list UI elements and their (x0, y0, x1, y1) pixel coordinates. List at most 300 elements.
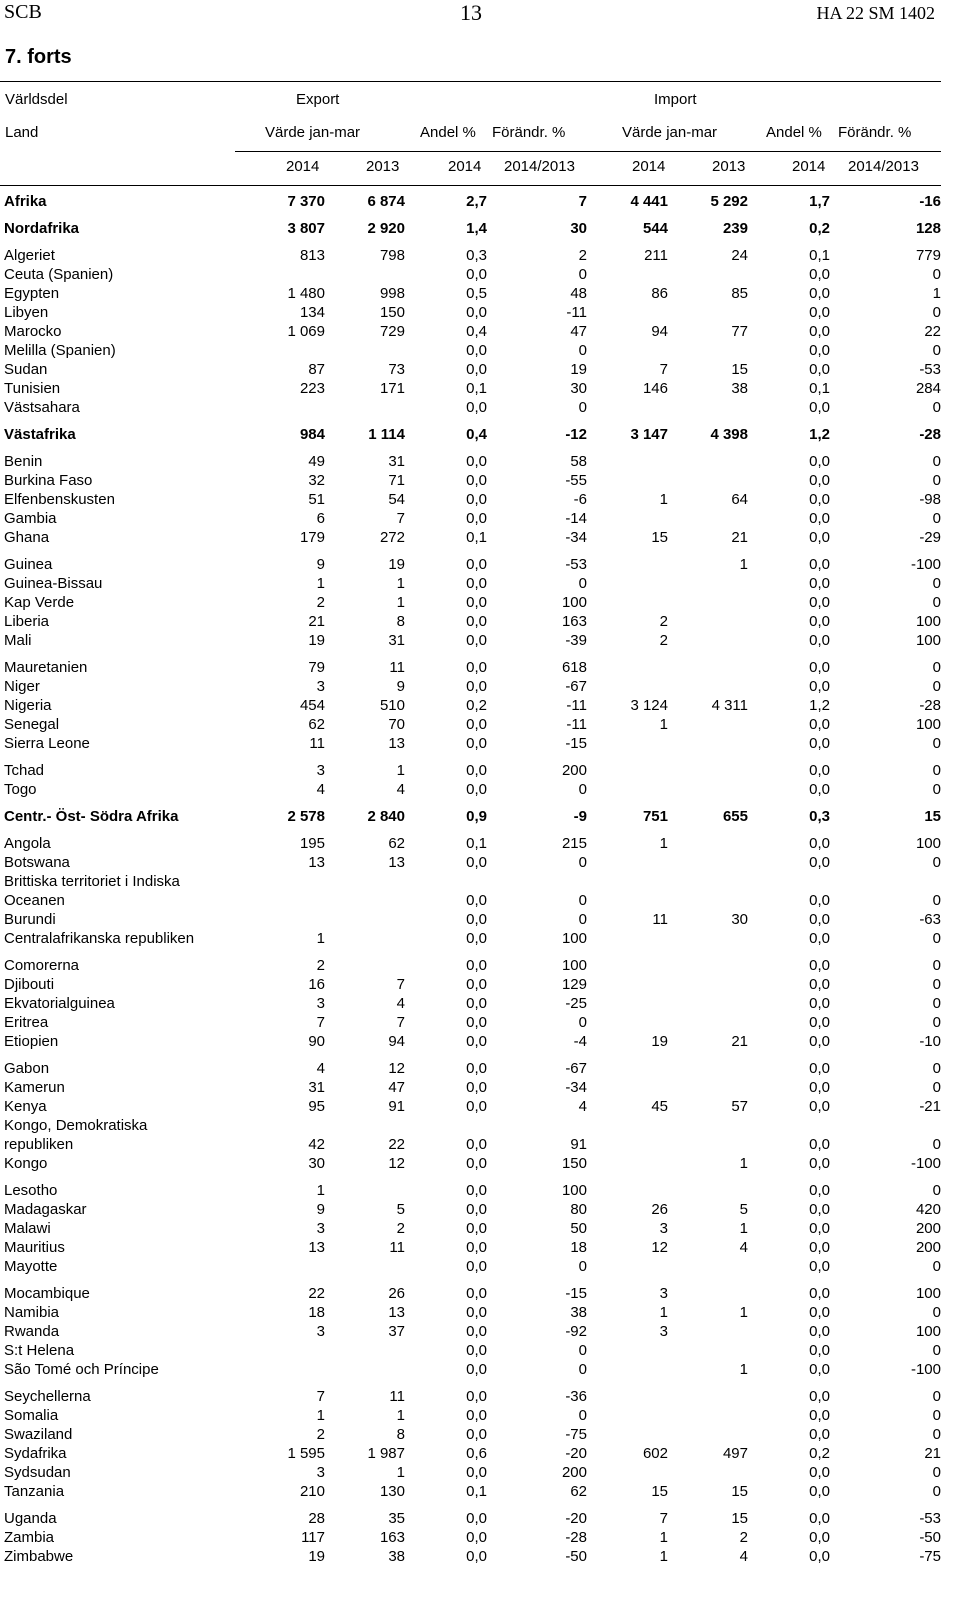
export-change: -67 (565, 678, 587, 695)
export-change (487, 1116, 587, 1135)
table-row (0, 284, 941, 303)
import-value-2014 (587, 471, 668, 490)
export-value-2013: 510 (379, 697, 405, 714)
export-value-2014 (245, 1360, 325, 1379)
import-change: 0 (932, 1464, 941, 1481)
import-value-2014 (587, 1257, 668, 1276)
export-value-2013: 94 (388, 1033, 405, 1050)
export-value-2014: 79 (308, 659, 325, 676)
import-value-2013: 24 (731, 247, 748, 264)
import-value-2013: 1 (739, 1155, 748, 1172)
country-name: Gambia (4, 510, 57, 527)
table-row (0, 1032, 941, 1051)
export-change: 100 (561, 594, 587, 611)
import-change: 0 (932, 995, 941, 1012)
export-value-2013: 8 (396, 613, 405, 630)
country-name: S:t Helena (4, 1342, 75, 1359)
colhead-varde-export: Värde jan-mar (265, 124, 361, 141)
import-value-2013: 1 (739, 556, 748, 573)
table-row (0, 826, 941, 853)
import-value-2013 (668, 1013, 748, 1032)
export-share-2014: 0,0 (466, 1182, 487, 1199)
country-name: Kap Verde (4, 594, 75, 611)
import-value-2013 (668, 753, 748, 780)
export-share-2014: 0,0 (466, 1136, 487, 1153)
import-value-2014: 146 (642, 380, 668, 397)
table-row (0, 853, 941, 872)
import-share-2014: 1,2 (809, 426, 830, 443)
export-share-2014: 0,4 (466, 426, 487, 443)
country-name: Kenya (4, 1098, 47, 1115)
import-value-2013: 1 (739, 1220, 748, 1237)
country-name: Zambia (4, 1529, 55, 1546)
import-value-2013 (668, 509, 748, 528)
import-share-2014: 0,0 (809, 930, 830, 947)
export-change: -92 (565, 1323, 587, 1340)
export-change: 0 (578, 1258, 587, 1275)
export-value-2014: 62 (308, 716, 325, 733)
export-value-2013: 91 (388, 1098, 405, 1115)
import-change: 0 (932, 976, 941, 993)
import-share-2014: 0,0 (809, 1548, 830, 1565)
country-name: Swaziland (4, 1426, 73, 1443)
export-value-2013: 4 (396, 995, 405, 1012)
table-row (0, 1444, 941, 1463)
import-value-2014 (587, 1013, 668, 1032)
import-share-2014: 0,0 (809, 266, 830, 283)
import-share-2014: 0,0 (809, 781, 830, 798)
country-name: Namibia (4, 1304, 60, 1321)
export-share-2014: 0,5 (466, 285, 487, 302)
import-value-2013 (668, 265, 748, 284)
export-value-2013: 171 (379, 380, 405, 397)
export-value-2013: 1 (396, 762, 405, 779)
import-share-2014: 0,0 (809, 1258, 830, 1275)
import-value-2014 (587, 948, 668, 975)
import-value-2014 (587, 547, 668, 574)
export-change: 0 (578, 575, 587, 592)
table-row (0, 1463, 941, 1482)
import-change: 200 (915, 1239, 941, 1256)
export-change: 0 (578, 399, 587, 416)
import-share-2014: 0,0 (809, 1239, 830, 1256)
import-change: -98 (919, 491, 941, 508)
export-value-2014: 3 (316, 995, 325, 1012)
import-value-2013 (668, 341, 748, 360)
export-value-2013: 26 (388, 1285, 405, 1302)
trade-table (0, 192, 941, 1566)
export-share-2014: 0,0 (466, 1201, 487, 1218)
export-value-2014: 3 (316, 1464, 325, 1481)
export-share-2014: 0,0 (466, 1464, 487, 1481)
export-change: -11 (566, 697, 587, 714)
colhead-year-exp-change: 2014/2013 (504, 158, 575, 175)
import-value-2013 (668, 1116, 748, 1135)
export-share-2014: 0,0 (466, 1323, 487, 1340)
export-share-2014: 0,0 (466, 957, 487, 974)
import-change: -28 (919, 697, 941, 714)
import-value-2013: 64 (731, 491, 748, 508)
import-value-2013: 239 (722, 220, 748, 237)
export-change: -20 (565, 1510, 587, 1527)
country-name: Burundi (4, 911, 56, 928)
export-value-2014: 2 (316, 594, 325, 611)
table-row (0, 1501, 941, 1528)
country-name: Guinea (4, 556, 53, 573)
import-value-2014: 7 (659, 1510, 668, 1527)
import-share-2014: 0,0 (809, 472, 830, 489)
import-change: -100 (910, 556, 941, 573)
table-group-row (0, 417, 941, 444)
import-share-2014: 1,2 (809, 697, 830, 714)
import-share-2014: 0,0 (809, 1182, 830, 1199)
colhead-year-exp-2013: 2013 (366, 158, 400, 175)
country-name: Ghana (4, 529, 50, 546)
import-change: 100 (915, 835, 941, 852)
import-value-2013 (668, 612, 748, 631)
import-change: 100 (915, 1285, 941, 1302)
export-value-2013 (325, 872, 405, 891)
import-value-2014 (587, 303, 668, 322)
export-share-2014: 0,0 (466, 892, 487, 909)
export-value-2014: 134 (299, 304, 325, 321)
import-value-2014: 2 (659, 613, 668, 630)
import-value-2013: 4 (739, 1548, 748, 1565)
import-share-2014: 0,0 (809, 529, 830, 546)
import-change: -75 (919, 1548, 941, 1565)
table-row (0, 734, 941, 753)
export-change: -50 (565, 1548, 587, 1565)
export-share-2014: 0,0 (466, 781, 487, 798)
export-value-2013 (325, 891, 405, 910)
import-value-2013 (668, 734, 748, 753)
import-share-2014: 0,0 (809, 342, 830, 359)
colhead-year-imp-2014: 2014 (632, 158, 666, 175)
export-value-2013: 13 (388, 735, 405, 752)
import-share-2014: 0,0 (809, 735, 830, 752)
export-share-2014: 0,0 (466, 1361, 487, 1378)
export-value-2014 (245, 265, 325, 284)
import-change: 0 (932, 304, 941, 321)
import-value-2014 (587, 1425, 668, 1444)
import-change: 0 (932, 1136, 941, 1153)
import-change: -100 (910, 1155, 941, 1172)
export-change: 0 (578, 892, 587, 909)
export-change: 7 (578, 193, 587, 210)
import-value-2013 (668, 1322, 748, 1341)
table-row (0, 1379, 941, 1406)
import-share-2014: 0,0 (809, 361, 830, 378)
export-value-2013: 798 (379, 247, 405, 264)
export-share-2014: 0,0 (466, 716, 487, 733)
export-change: -53 (565, 556, 587, 573)
import-value-2014 (587, 574, 668, 593)
import-value-2013 (668, 1173, 748, 1200)
export-change: -36 (565, 1388, 587, 1405)
colhead-year-exp-2014: 2014 (286, 158, 320, 175)
export-value-2013: 19 (388, 556, 405, 573)
table-row (0, 780, 941, 799)
import-change: 0 (932, 453, 941, 470)
import-change (830, 1116, 941, 1135)
import-value-2014: 94 (651, 323, 668, 340)
table-row (0, 910, 941, 929)
export-value-2013: 998 (379, 285, 405, 302)
export-share-2014: 0,0 (466, 678, 487, 695)
table-row (0, 929, 941, 948)
export-value-2013 (325, 1116, 405, 1135)
import-change: 0 (932, 678, 941, 695)
export-value-2014: 4 (316, 781, 325, 798)
export-share-2014: 0,0 (466, 911, 487, 928)
country-name: Uganda (4, 1510, 57, 1527)
table-group-row (0, 211, 941, 238)
colhead-export: Export (296, 91, 340, 108)
import-value-2013 (668, 948, 748, 975)
import-share-2014: 0,0 (809, 1136, 830, 1153)
import-share-2014: 0,0 (809, 995, 830, 1012)
table-group-row (0, 799, 941, 826)
import-value-2013: 2 (739, 1529, 748, 1546)
export-value-2014: 21 (308, 613, 325, 630)
export-share-2014: 0,0 (466, 304, 487, 321)
import-value-2013 (668, 593, 748, 612)
export-value-2014: 1 (316, 575, 325, 592)
export-change: -55 (565, 472, 587, 489)
country-name: Västsahara (4, 399, 80, 416)
import-value-2013 (668, 872, 748, 891)
import-change: 284 (915, 380, 941, 397)
import-value-2013 (668, 631, 748, 650)
country-name: Eritrea (4, 1014, 49, 1031)
table-row (0, 631, 941, 650)
import-value-2013 (668, 975, 748, 994)
table-row (0, 1406, 941, 1425)
export-value-2013: 11 (389, 1239, 405, 1256)
export-value-2014: 19 (308, 632, 325, 649)
import-share-2014: 0,0 (809, 678, 830, 695)
export-value-2014: 1 069 (287, 323, 325, 340)
import-value-2014: 544 (642, 220, 668, 237)
export-share-2014: 0,0 (466, 1342, 487, 1359)
import-change: -53 (919, 361, 941, 378)
section-title: 7. forts (5, 46, 72, 68)
export-change: 100 (561, 930, 587, 947)
country-name: Algeriet (4, 247, 55, 264)
import-change: 21 (924, 1445, 941, 1462)
import-value-2014 (587, 265, 668, 284)
import-value-2013 (668, 715, 748, 734)
export-change: -14 (565, 510, 587, 527)
export-change: 0 (578, 854, 587, 871)
country-name: Västafrika (4, 426, 76, 443)
export-value-2013 (325, 398, 405, 417)
import-change: 0 (932, 659, 941, 676)
export-value-2013 (325, 1341, 405, 1360)
export-change: 100 (561, 1182, 587, 1199)
import-value-2013 (668, 471, 748, 490)
import-change: -10 (919, 1033, 941, 1050)
import-share-2014: 0,0 (809, 453, 830, 470)
country-name: Sydsudan (4, 1464, 71, 1481)
import-value-2013: 1 (739, 1361, 748, 1378)
import-share-2014: 0,2 (809, 1445, 830, 1462)
export-value-2013: 272 (379, 529, 405, 546)
import-value-2013 (668, 780, 748, 799)
table-row (0, 975, 941, 994)
export-value-2013: 1 (396, 575, 405, 592)
export-value-2014: 87 (308, 361, 325, 378)
import-share-2014: 0,0 (809, 1155, 830, 1172)
table-row (0, 1135, 941, 1154)
export-value-2013 (325, 1257, 405, 1276)
colhead-year-imp-2013: 2013 (712, 158, 746, 175)
table-row (0, 1078, 941, 1097)
import-share-2014: 0,0 (809, 1098, 830, 1115)
import-value-2014 (587, 1360, 668, 1379)
export-change: -15 (565, 735, 587, 752)
export-change: 80 (570, 1201, 587, 1218)
import-change: 0 (932, 1060, 941, 1077)
import-value-2013 (668, 1257, 748, 1276)
export-value-2013: 1 (396, 594, 405, 611)
export-share-2014 (405, 872, 487, 891)
table-row (0, 1154, 941, 1173)
export-value-2014: 1 (316, 1407, 325, 1424)
country-name: Centralafrikanska republiken (4, 930, 195, 947)
table-row (0, 265, 941, 284)
import-value-2014 (587, 780, 668, 799)
export-change: -11 (566, 716, 587, 733)
import-share-2014 (748, 1116, 830, 1135)
country-name: Oceanen (4, 892, 65, 909)
export-share-2014: 0,0 (466, 342, 487, 359)
import-change: 0 (932, 1182, 941, 1199)
header-bottom-rule (0, 185, 941, 186)
export-value-2013: 13 (388, 1304, 405, 1321)
export-change: 215 (561, 835, 587, 852)
country-name: Kamerun (4, 1079, 65, 1096)
import-value-2014 (587, 891, 668, 910)
country-name: Etiopien (4, 1033, 59, 1050)
import-share-2014: 0,0 (809, 1464, 830, 1481)
import-share-2014: 0,0 (809, 854, 830, 871)
colhead-land: Land (5, 124, 39, 141)
import-value-2013 (668, 398, 748, 417)
export-change: -34 (565, 1079, 587, 1096)
export-value-2014: 95 (308, 1098, 325, 1115)
export-change: 58 (570, 453, 587, 470)
export-value-2014: 19 (308, 1548, 325, 1565)
table-row (0, 238, 941, 265)
export-value-2013: 2 (396, 1220, 405, 1237)
table-row (0, 1547, 941, 1566)
import-share-2014: 0,0 (809, 304, 830, 321)
country-name: Botswana (4, 854, 70, 871)
table-row (0, 650, 941, 677)
table-row (0, 1528, 941, 1547)
country-name: Benin (4, 453, 43, 470)
export-share-2014: 0,9 (466, 808, 487, 825)
export-value-2013 (325, 341, 405, 360)
colhead-year-imp-andel-2014: 2014 (792, 158, 826, 175)
export-value-2013 (325, 1173, 405, 1200)
import-share-2014: 0,0 (809, 976, 830, 993)
import-share-2014: 0,0 (809, 835, 830, 852)
import-value-2013 (668, 303, 748, 322)
import-value-2014 (587, 650, 668, 677)
country-name: Togo (4, 781, 37, 798)
export-change: -15 (565, 1285, 587, 1302)
export-share-2014: 0,0 (466, 575, 487, 592)
import-share-2014: 0,0 (809, 556, 830, 573)
table-row (0, 1116, 941, 1135)
export-change: -12 (565, 426, 587, 443)
import-change: 0 (932, 472, 941, 489)
import-change: 0 (932, 1426, 941, 1443)
import-value-2014: 3 147 (630, 426, 668, 443)
import-value-2014 (587, 975, 668, 994)
country-name: Elfenbenskusten (4, 491, 115, 508)
import-share-2014: 0,1 (809, 380, 830, 397)
export-change: -6 (573, 491, 587, 508)
import-value-2014: 3 (659, 1323, 668, 1340)
export-value-2014: 90 (308, 1033, 325, 1050)
table-row (0, 1425, 941, 1444)
export-change: 38 (570, 1304, 587, 1321)
export-share-2014: 1,4 (466, 220, 487, 237)
export-change: 30 (570, 380, 587, 397)
export-change: 47 (570, 323, 587, 340)
import-value-2014 (587, 1078, 668, 1097)
table-row (0, 322, 941, 341)
table-row (0, 1322, 941, 1341)
import-value-2013 (668, 853, 748, 872)
export-value-2014: 4 (316, 1060, 325, 1077)
export-share-2014: 0,0 (466, 510, 487, 527)
import-value-2013: 57 (731, 1098, 748, 1115)
export-share-2014: 0,0 (466, 995, 487, 1012)
import-share-2014: 0,0 (809, 491, 830, 508)
import-change: 0 (932, 892, 941, 909)
export-share-2014: 0,0 (466, 472, 487, 489)
import-change: 0 (932, 1388, 941, 1405)
export-value-2014: 32 (308, 472, 325, 489)
import-value-2014 (587, 1379, 668, 1406)
export-value-2014 (245, 872, 325, 891)
country-name: Libyen (4, 304, 49, 321)
country-name: Sydafrika (4, 1445, 67, 1462)
export-value-2013 (325, 1360, 405, 1379)
country-name: Afrika (4, 193, 47, 210)
country-name: republiken (4, 1136, 74, 1153)
colhead-import: Import (654, 91, 697, 108)
table-row (0, 1219, 941, 1238)
export-share-2014: 0,0 (466, 1060, 487, 1077)
export-change: -39 (565, 632, 587, 649)
export-share-2014: 0,0 (466, 735, 487, 752)
country-name: Sierra Leone (4, 735, 90, 752)
country-name: Comorerna (4, 957, 80, 974)
import-value-2014: 1 (659, 835, 668, 852)
import-value-2013 (668, 1425, 748, 1444)
export-share-2014: 0,0 (466, 1426, 487, 1443)
import-value-2013: 15 (731, 361, 748, 378)
import-value-2013 (668, 650, 748, 677)
import-value-2013: 655 (722, 808, 748, 825)
import-value-2014: 2 (659, 632, 668, 649)
import-share-2014: 0,3 (809, 808, 830, 825)
